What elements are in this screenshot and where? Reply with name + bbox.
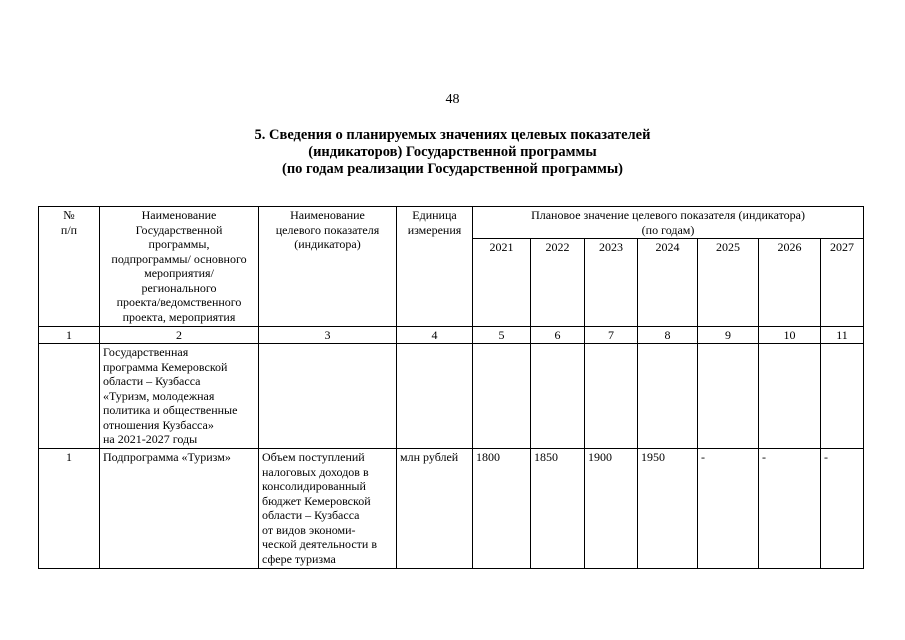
row-value: 1850 [531, 449, 585, 569]
header-year: 2026 [759, 239, 821, 327]
title-line-2: (индикаторов) Государственной программы [308, 144, 597, 160]
row-value: 1950 [638, 449, 698, 569]
header-indicator-name: Наименование целевого показателя (индикатора) [259, 207, 397, 327]
row-unit: млн рублей [397, 449, 473, 569]
row-indicator: Объем поступлений налоговых доходов в консолидированный бюджет Кемеровской области – Кузбасса от видов экономи- ческой деятельности в сфере туризма [259, 449, 397, 569]
header-year: 2021 [473, 239, 531, 327]
title-line-1: 5. Сведения о планируемых значениях целевых показателей [254, 127, 651, 143]
row-value: 1800 [473, 449, 531, 569]
column-number: 3 [259, 327, 397, 344]
row-value: - [759, 449, 821, 569]
column-number: 2 [100, 327, 259, 344]
column-number: 9 [698, 327, 759, 344]
column-number: 10 [759, 327, 821, 344]
header-year: 2024 [638, 239, 698, 327]
row-value [638, 344, 698, 449]
row-program: Государственная программа Кемеровской области – Кузбасса «Туризм, молодежная политика и общественные отношения Кузбасса» на 2021-2027 годы [100, 344, 259, 449]
header-year: 2027 [821, 239, 864, 327]
row-indicator [259, 344, 397, 449]
row-value [531, 344, 585, 449]
column-number: 11 [821, 327, 864, 344]
header-num: № п/п [39, 207, 100, 327]
table-row [39, 449, 864, 569]
column-numbers-row [39, 327, 864, 344]
row-value: - [698, 449, 759, 569]
header-plan-value: Плановое значение целевого показателя (индикатора) (по годам) [473, 207, 864, 239]
column-number: 6 [531, 327, 585, 344]
column-number: 8 [638, 327, 698, 344]
row-value [759, 344, 821, 449]
header-year: 2022 [531, 239, 585, 327]
row-program: Подпрограмма «Туризм» [100, 449, 259, 569]
row-unit [397, 344, 473, 449]
row-value [473, 344, 531, 449]
row-num [39, 344, 100, 449]
column-number: 1 [39, 327, 100, 344]
header-year: 2025 [698, 239, 759, 327]
header-program-name: Наименование Государственной программы, подпрограммы/ основного мероприятия/ регионального проекта/ведомственного проекта, мероприятия [100, 207, 259, 327]
column-number: 7 [585, 327, 638, 344]
table-row [39, 344, 864, 449]
row-value [585, 344, 638, 449]
row-value [821, 344, 864, 449]
header-unit: Единица измерения [397, 207, 473, 327]
row-value: 1900 [585, 449, 638, 569]
header-year: 2023 [585, 239, 638, 327]
title-line-3: (по годам реализации Государственной программы) [282, 161, 623, 177]
page-number: 48 [445, 92, 460, 107]
row-value [698, 344, 759, 449]
indicators-table [38, 206, 864, 569]
column-number: 5 [473, 327, 531, 344]
section-title [0, 127, 905, 178]
column-number: 4 [397, 327, 473, 344]
row-num: 1 [39, 449, 100, 569]
row-value: - [821, 449, 864, 569]
